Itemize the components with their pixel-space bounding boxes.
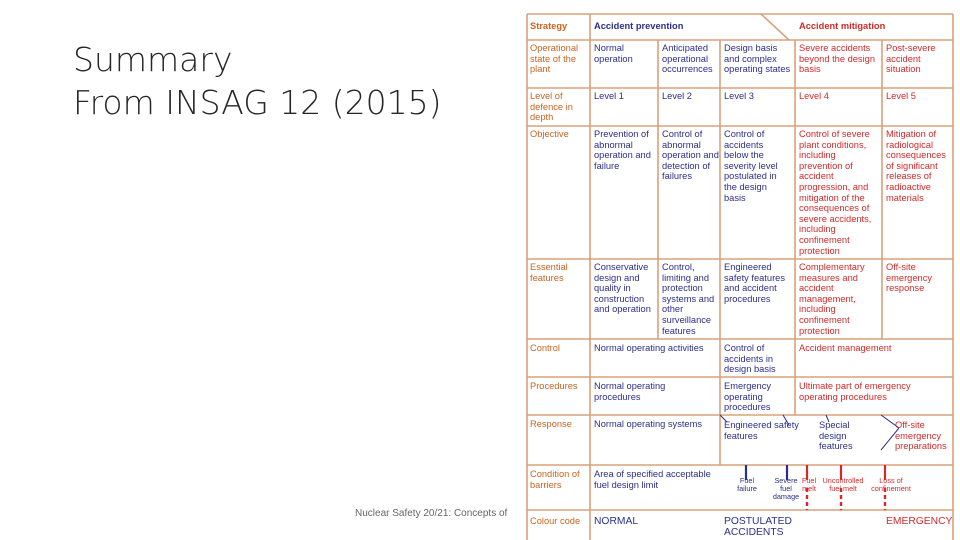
cell-objective-5: Mitigation of radiological consequences of significant releases of radioactive materials [886, 129, 946, 203]
barrier-fuel-melt: Fuel melt [801, 477, 817, 494]
row-label-barriers: Condition of barriers [530, 469, 580, 490]
row-label-procedures: Procedures [530, 381, 578, 391]
row-label-operational-state: Operational state of the plant [530, 43, 579, 75]
cell-procedures-1: Normal operating procedures [594, 381, 666, 402]
slide-footer: Nuclear Safety 20/21: Concepts of [355, 508, 508, 519]
barrier-severe-fuel-damage: Severe fuel damage [772, 477, 800, 502]
cell-features-4: Complementary measures and accident management, including confinement protection [799, 262, 865, 336]
header-mitigation: Accident mitigation [799, 21, 886, 31]
cell-level-1: Level 1 [594, 91, 624, 101]
cell-operational-4: Severe accidents beyond the design basis [799, 43, 875, 75]
cell-barriers-1: Area of specified acceptable fuel design limit [594, 469, 711, 490]
cell-features-3: Engineered safety features and accident procedures [724, 262, 785, 304]
cell-operational-2: Anticipated operational occurrences [662, 43, 713, 75]
cell-control-1: Normal operating activities [594, 343, 704, 353]
cell-features-5: Off-site emergency response [886, 262, 932, 294]
cell-features-1: Conservative design and quality in construction and operation [594, 262, 651, 315]
cell-control-3: Control of accidents in design basis [724, 343, 776, 375]
row-label-response: Response [530, 419, 572, 429]
barrier-fuel-failure: Fuel failure [737, 477, 757, 494]
row-label-control: Control [530, 343, 560, 353]
cell-level-2: Level 2 [662, 91, 692, 101]
colour-emergency: EMERGENCY [886, 516, 953, 527]
slide-title [73, 38, 513, 124]
colour-postulated-accidents: POSTULATED ACCIDENTS [724, 516, 792, 538]
cell-level-5: Level 5 [886, 91, 916, 101]
cell-procedures-4: Ultimate part of emergency operating procedures [799, 381, 911, 402]
cell-objective-4: Control of severe plant conditions, including prevention of accident progression, and mitigation of the consequences of severe accidents, including confinement protection [799, 129, 872, 256]
cell-operational-1: Normal operation [594, 43, 633, 64]
slide-title-line-1: Summary [73, 40, 233, 79]
cell-objective-1: Prevention of abnormal operation and failure [594, 129, 651, 171]
cell-control-4: Accident management [799, 343, 892, 353]
barrier-uncontrolled-fuel-melt: Uncontrolled fuel melt [822, 477, 864, 494]
cell-objective-2: Control of abnormal operation and detection of failures [662, 129, 719, 182]
row-label-features: Essential features [530, 262, 568, 283]
row-label-colour: Colour code [530, 516, 581, 526]
cell-response-4: Special design features [819, 420, 853, 452]
cell-response-1: Normal operating systems [594, 419, 702, 429]
slide-title-line-2: From INSAG 12 (2015) [73, 83, 442, 122]
row-label-objective: Objective [530, 129, 569, 139]
cell-features-2: Control, limiting and protection systems and other surveillance features [662, 262, 715, 336]
header-prevention: Accident prevention [594, 21, 684, 31]
cell-procedures-3: Emergency operating procedures [724, 381, 772, 413]
barrier-loss-of-confinement: Loss of confinement [871, 477, 911, 494]
cell-level-4: Level 4 [799, 91, 829, 101]
defence-in-depth-table [521, 10, 959, 540]
cell-objective-3: Control of accidents below the severity level postulated in the design basis [724, 129, 778, 203]
cell-operational-3: Design basis and complex operating states [724, 43, 791, 75]
header-strategy: Strategy [530, 21, 568, 31]
row-label-level: Level of defence in depth [530, 91, 573, 123]
cell-operational-5: Post-severe accident situation [886, 43, 936, 75]
cell-level-3: Level 3 [724, 91, 754, 101]
cell-response-3: Engineered safety features [724, 420, 799, 441]
cell-response-5: Off-site emergency preparations [895, 420, 947, 452]
colour-normal: NORMAL [594, 516, 639, 527]
